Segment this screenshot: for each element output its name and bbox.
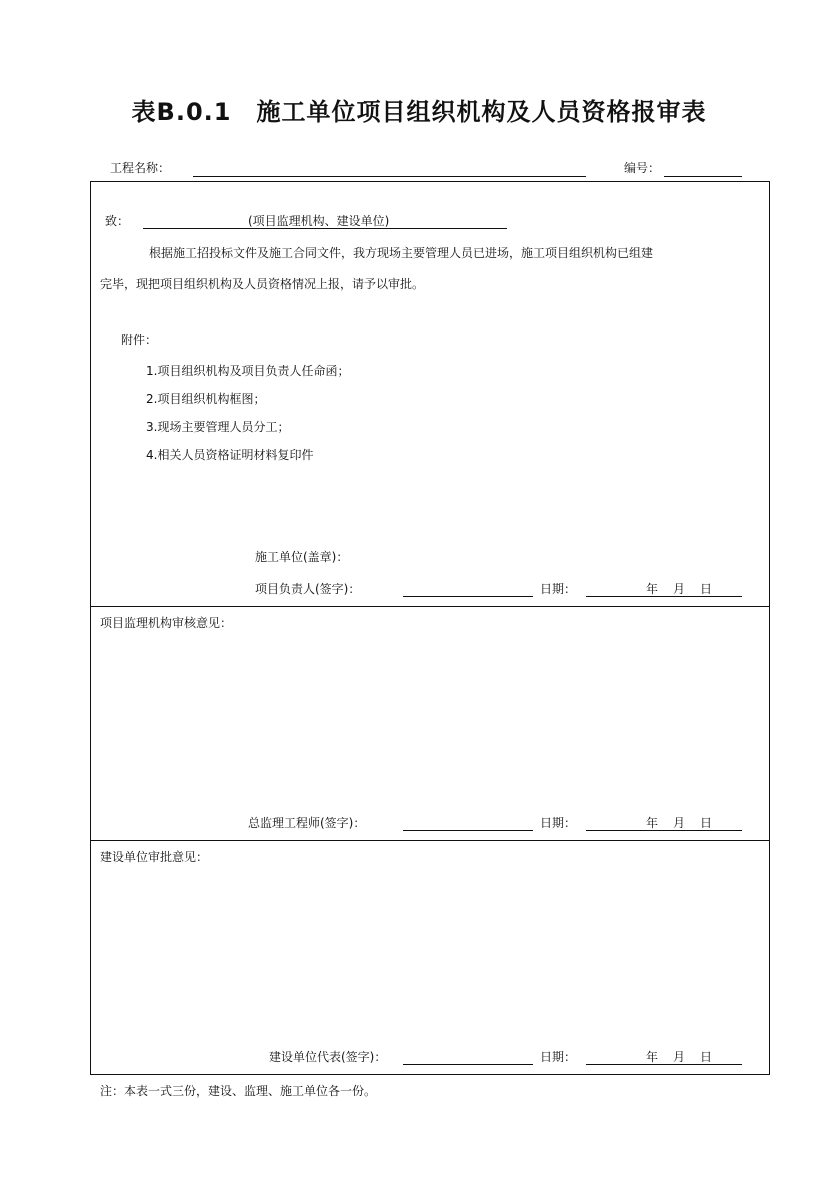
attachment-item-3: 3.现场主要管理人员分工；: [146, 420, 290, 434]
section2-date-label: 日期：: [540, 816, 577, 830]
body-line-1: 根据施工招投标文件及施工合同文件，我方现场主要管理人员已进场，施工项目组织机构已组建: [149, 246, 654, 260]
section1-date-label: 日期：: [540, 582, 577, 596]
chief-engineer-sign-label: 总监理工程师(签字)：: [248, 816, 366, 830]
body-line-2: 完毕，现把项目组织机构及人员资格情况上报，请予以审批。: [100, 277, 425, 291]
owner-rep-sign-field[interactable]: [403, 1064, 533, 1065]
manager-sign-label: 项目负责人(签字)：: [255, 582, 361, 596]
attachment-item-2: 2.项目组织机构框图；: [146, 392, 266, 406]
supervision-opinion-heading: 项目监理机构审核意见：: [100, 616, 233, 630]
section1-day: 日: [700, 582, 713, 596]
manager-sign-field[interactable]: [403, 596, 533, 597]
section-divider-1: [90, 606, 770, 607]
section3-day: 日: [700, 1050, 713, 1064]
project-name-field[interactable]: [193, 176, 586, 177]
section2-date-field[interactable]: [586, 830, 742, 831]
section2-month: 月: [673, 816, 686, 830]
owner-rep-sign-label: 建设单位代表(签字)：: [269, 1050, 387, 1064]
attachment-item-1: 1.项目组织机构及项目负责人任命函；: [146, 364, 350, 378]
section1-year: 年: [646, 582, 659, 596]
section1-date-field[interactable]: [586, 596, 742, 597]
chief-engineer-sign-field[interactable]: [403, 830, 533, 831]
project-name-label: 工程名称：: [110, 161, 171, 175]
section-divider-2: [90, 840, 770, 841]
to-label: 致：: [105, 214, 130, 228]
section2-year: 年: [646, 816, 659, 830]
number-label: 编号：: [624, 161, 661, 175]
attachments-label: 附件：: [121, 333, 158, 347]
section3-year: 年: [646, 1050, 659, 1064]
section3-month: 月: [673, 1050, 686, 1064]
to-hint: (项目监理机构、建设单位): [248, 214, 390, 228]
section2-day: 日: [700, 816, 713, 830]
number-field[interactable]: [664, 176, 742, 177]
section3-date-field[interactable]: [586, 1064, 742, 1065]
owner-opinion-heading: 建设单位审批意见：: [100, 850, 209, 864]
section3-date-label: 日期：: [540, 1050, 577, 1064]
unit-stamp-label: 施工单位(盖章)：: [255, 550, 349, 564]
footnote: 注：本表一式三份，建设、监理、施工单位各一份。: [100, 1084, 377, 1098]
page-title: 表B.0.1 施工单位项目组织机构及人员资格报审表: [131, 98, 707, 126]
attachment-item-4: 4.相关人员资格证明材料复印件: [146, 448, 314, 462]
section1-month: 月: [673, 582, 686, 596]
